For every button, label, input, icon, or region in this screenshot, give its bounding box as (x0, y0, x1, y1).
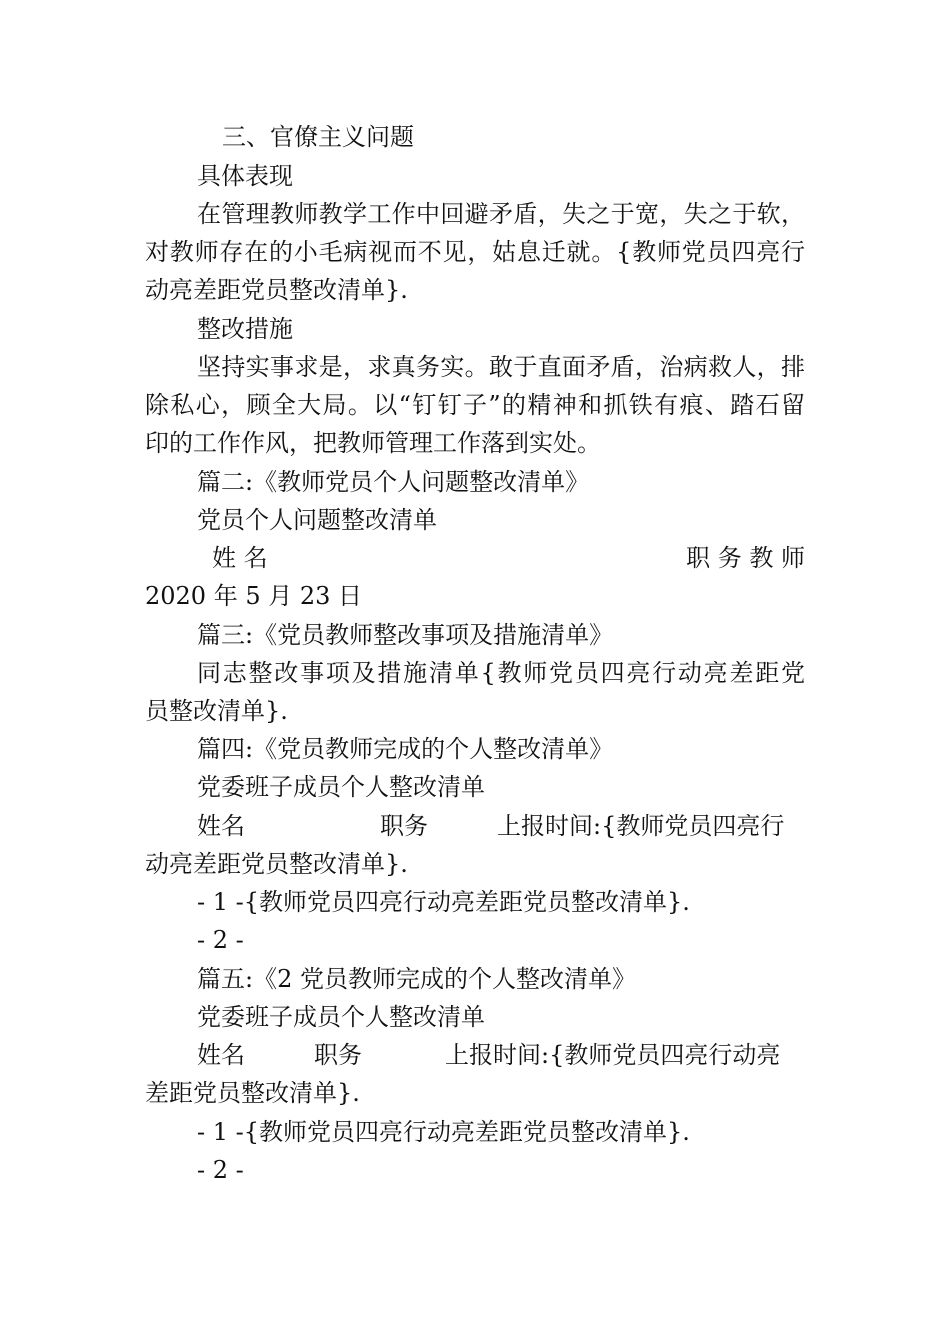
subheading-measures: 整改措施 (197, 315, 293, 343)
part-title: 篇五:《2 党员教师完成的个人整改清单》 (197, 965, 636, 993)
paragraph-line: 在管理教师教学工作中回避矛盾，失之于宽，失之于软， (197, 200, 805, 228)
paragraph-line: 坚持实事求是，求真务实。敢于直面矛盾，治病救人，排 (197, 353, 805, 381)
name-label: 姓 名 (212, 544, 268, 572)
position-label: 职务 (314, 1041, 362, 1069)
paragraph-line: 动亮差距党员整改清单}. (145, 276, 408, 304)
section-heading: 三、官僚主义问题 (222, 123, 414, 151)
paragraph-line: 员整改清单}. (145, 697, 288, 725)
paragraph-line: 除私心，顾全大局。以“钉钉子”的精神和抓铁有痕、踏石留 (145, 391, 805, 419)
part-title: 篇三:《党员教师整改事项及措施清单》 (197, 621, 614, 649)
position-label: 职 务 教 师 (686, 544, 805, 572)
paragraph-line: 印的工作作风，把教师管理工作落到实处。 (145, 429, 601, 457)
position-label: 职务 (380, 812, 428, 840)
paragraph-line: 同志整改事项及措施清单{教师党员四亮行动亮差距党 (197, 659, 805, 687)
part-title: 篇四:《党员教师完成的个人整改清单》 (197, 735, 614, 763)
date-line: 2020 年 5 月 23 日 (145, 582, 363, 610)
part-subtitle: 党委班子成员个人整改清单 (197, 773, 485, 801)
part-title: 篇二:《教师党员个人问题整改清单》 (197, 468, 590, 496)
page-number-line: - 2 - (197, 926, 244, 954)
page-number-line: - 1 -{教师党员四亮行动亮差距党员整改清单}. (197, 1118, 690, 1146)
name-label: 姓名 (197, 812, 245, 840)
page-number-line: - 1 -{教师党员四亮行动亮差距党员整改清单}. (197, 888, 690, 916)
subheading-performance: 具体表现 (197, 162, 293, 190)
part-subtitle: 党员个人问题整改清单 (197, 506, 437, 534)
paragraph-line: 对教师存在的小毛病视而不见，姑息迁就。{教师党员四亮行 (145, 238, 805, 266)
part-subtitle: 党委班子成员个人整改清单 (197, 1003, 485, 1031)
page-number-line: - 2 - (197, 1156, 244, 1184)
paragraph-line: 差距党员整改清单}. (145, 1079, 360, 1107)
name-position-row (212, 543, 805, 573)
report-time-label: 上报时间:{教师党员四亮行 (497, 812, 785, 840)
name-label: 姓名 (197, 1041, 245, 1069)
report-time-label: 上报时间:{教师党员四亮行动亮 (445, 1041, 781, 1069)
paragraph-line: 动亮差距党员整改清单}. (145, 850, 408, 878)
